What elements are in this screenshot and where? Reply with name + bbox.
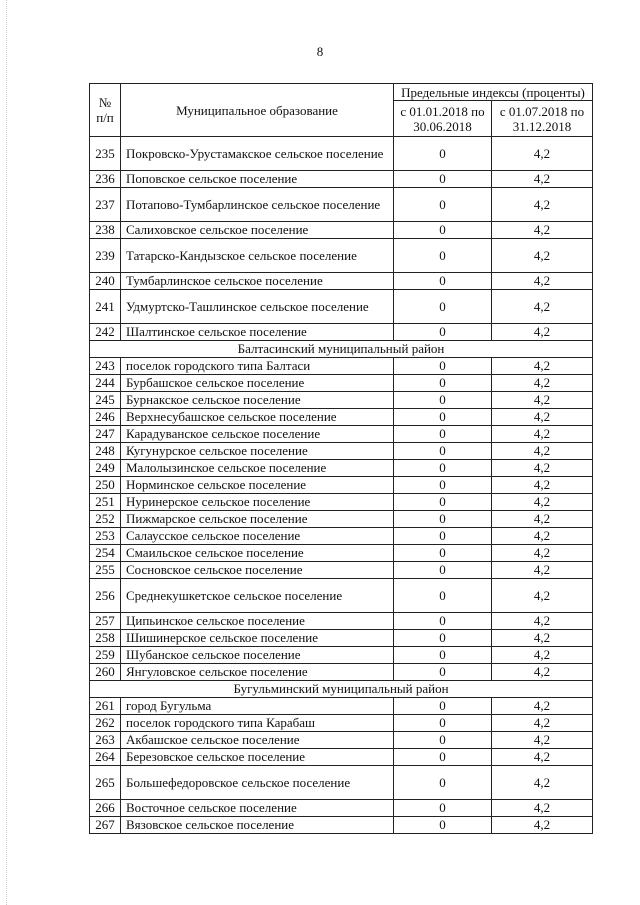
index-period-2-cell: 4,2 — [492, 358, 593, 375]
table-row — [90, 749, 593, 766]
table-row — [90, 800, 593, 817]
table-row — [90, 392, 593, 409]
municipality-name-cell: Бурбашское сельское поселение — [121, 375, 394, 392]
municipality-name-cell: Кугунурское сельское поселение — [121, 443, 394, 460]
row-number-cell: 244 — [90, 375, 121, 392]
row-number-cell: 264 — [90, 749, 121, 766]
index-period-2-cell: 4,2 — [492, 477, 593, 494]
index-period-1-cell: 0 — [394, 562, 492, 579]
row-number-cell: 237 — [90, 188, 121, 222]
index-period-2-cell: 4,2 — [492, 528, 593, 545]
index-period-1-cell: 0 — [394, 528, 492, 545]
index-period-1-cell: 0 — [394, 613, 492, 630]
index-period-2-cell: 4,2 — [492, 817, 593, 834]
index-period-1-cell: 0 — [394, 698, 492, 715]
index-period-2-cell: 4,2 — [492, 494, 593, 511]
index-period-2-cell: 4,2 — [492, 375, 593, 392]
index-period-2-cell: 4,2 — [492, 290, 593, 324]
row-number-cell: 266 — [90, 800, 121, 817]
municipality-name-cell: Покровско-Урустамакское сельское поселение — [121, 137, 394, 171]
row-number-cell: 258 — [90, 630, 121, 647]
table-row — [90, 358, 593, 375]
row-number-cell: 250 — [90, 477, 121, 494]
table-row — [90, 188, 593, 222]
index-period-1-cell: 0 — [394, 409, 492, 426]
row-number-cell: 245 — [90, 392, 121, 409]
row-number-cell: 260 — [90, 664, 121, 681]
scan-margin-marks — [6, 0, 8, 905]
row-number-cell: 246 — [90, 409, 121, 426]
municipality-name-cell: Акбашское сельское поселение — [121, 732, 394, 749]
row-number-cell: 240 — [90, 273, 121, 290]
municipality-name-cell: Норминское сельское поселение — [121, 477, 394, 494]
index-period-2-cell: 4,2 — [492, 392, 593, 409]
table-row — [90, 613, 593, 630]
municipality-name-cell: Шишинерское сельское поселение — [121, 630, 394, 647]
header-limit-indices: Предельные индексы (проценты) — [394, 84, 593, 101]
row-number-cell: 254 — [90, 545, 121, 562]
table-row — [90, 511, 593, 528]
section-row — [90, 681, 593, 698]
header-municipality: Муниципальное образование — [121, 84, 394, 137]
row-number-cell: 241 — [90, 290, 121, 324]
municipality-name-cell: город Бугульма — [121, 698, 394, 715]
municipality-name-cell: Смаильское сельское поселение — [121, 545, 394, 562]
index-period-1-cell: 0 — [394, 477, 492, 494]
index-period-2-cell: 4,2 — [492, 409, 593, 426]
index-period-2-cell: 4,2 — [492, 664, 593, 681]
index-period-2-cell: 4,2 — [492, 188, 593, 222]
index-period-2-cell: 4,2 — [492, 324, 593, 341]
municipality-name-cell: Шалтинское сельское поселение — [121, 324, 394, 341]
index-period-2-cell: 4,2 — [492, 511, 593, 528]
index-period-2-cell: 4,2 — [492, 647, 593, 664]
municipality-name-cell: Большефедоровское сельское поселение — [121, 766, 394, 800]
municipality-name-cell: Пижмарское сельское поселение — [121, 511, 394, 528]
index-period-1-cell: 0 — [394, 579, 492, 613]
section-title: Балтасинский муниципальный район — [90, 341, 593, 358]
index-period-2-cell: 4,2 — [492, 239, 593, 273]
index-period-1-cell: 0 — [394, 817, 492, 834]
index-period-2-cell: 4,2 — [492, 698, 593, 715]
index-period-2-cell: 4,2 — [492, 460, 593, 477]
table-row — [90, 137, 593, 171]
index-period-1-cell: 0 — [394, 664, 492, 681]
table-row — [90, 664, 593, 681]
index-period-2-cell: 4,2 — [492, 426, 593, 443]
index-period-2-cell: 4,2 — [492, 766, 593, 800]
index-period-1-cell: 0 — [394, 171, 492, 188]
municipality-name-cell: Бурнакское сельское поселение — [121, 392, 394, 409]
header-num: № п/п — [90, 84, 121, 137]
table-row — [90, 562, 593, 579]
index-period-2-cell: 4,2 — [492, 171, 593, 188]
index-period-2-cell: 4,2 — [492, 800, 593, 817]
table-row — [90, 494, 593, 511]
table-row — [90, 545, 593, 562]
municipality-name-cell: Шубанское сельское поселение — [121, 647, 394, 664]
municipality-name-cell: Салиховское сельское поселение — [121, 222, 394, 239]
row-number-cell: 253 — [90, 528, 121, 545]
municipality-name-cell: Татарско-Кандызское сельское поселение — [121, 239, 394, 273]
index-period-1-cell: 0 — [394, 188, 492, 222]
table-row — [90, 715, 593, 732]
table-row — [90, 477, 593, 494]
table-row — [90, 647, 593, 664]
row-number-cell: 238 — [90, 222, 121, 239]
table-row — [90, 443, 593, 460]
table-row — [90, 324, 593, 341]
index-period-1-cell: 0 — [394, 273, 492, 290]
row-number-cell: 251 — [90, 494, 121, 511]
row-number-cell: 242 — [90, 324, 121, 341]
table-row — [90, 766, 593, 800]
municipality-name-cell: Среднекушкетское сельское поселение — [121, 579, 394, 613]
table-row — [90, 630, 593, 647]
row-number-cell: 256 — [90, 579, 121, 613]
table-row — [90, 732, 593, 749]
municipality-name-cell: Вязовское сельское поселение — [121, 817, 394, 834]
index-period-1-cell: 0 — [394, 732, 492, 749]
row-number-cell: 257 — [90, 613, 121, 630]
row-number-cell: 248 — [90, 443, 121, 460]
section-row — [90, 341, 593, 358]
index-period-1-cell: 0 — [394, 715, 492, 732]
index-period-1-cell: 0 — [394, 375, 492, 392]
table-row — [90, 579, 593, 613]
municipality-name-cell: Восточное сельское поселение — [121, 800, 394, 817]
row-number-cell: 252 — [90, 511, 121, 528]
row-number-cell: 247 — [90, 426, 121, 443]
table-row — [90, 171, 593, 188]
table-row — [90, 698, 593, 715]
table-row — [90, 239, 593, 273]
row-number-cell: 262 — [90, 715, 121, 732]
row-number-cell: 243 — [90, 358, 121, 375]
index-period-1-cell: 0 — [394, 749, 492, 766]
index-period-1-cell: 0 — [394, 324, 492, 341]
index-period-1-cell: 0 — [394, 647, 492, 664]
municipality-name-cell: Верхнесубашское сельское поселение — [121, 409, 394, 426]
index-period-1-cell: 0 — [394, 426, 492, 443]
table-body — [90, 137, 593, 834]
row-number-cell: 255 — [90, 562, 121, 579]
municipality-name-cell: Потапово-Тумбарлинское сельское поселение — [121, 188, 394, 222]
row-number-cell: 263 — [90, 732, 121, 749]
municipality-name-cell: Салаусское сельское поселение — [121, 528, 394, 545]
municipality-name-cell: поселок городского типа Карабаш — [121, 715, 394, 732]
municipality-name-cell: Поповское сельское поселение — [121, 171, 394, 188]
index-period-1-cell: 0 — [394, 443, 492, 460]
index-period-1-cell: 0 — [394, 766, 492, 800]
table-row — [90, 273, 593, 290]
page-number: 8 — [316, 44, 324, 59]
index-period-1-cell: 0 — [394, 239, 492, 273]
table-row — [90, 528, 593, 545]
index-period-1-cell: 0 — [394, 800, 492, 817]
index-period-1-cell: 0 — [394, 222, 492, 239]
index-period-2-cell: 4,2 — [492, 613, 593, 630]
index-period-2-cell: 4,2 — [492, 715, 593, 732]
index-period-2-cell: 4,2 — [492, 630, 593, 647]
header-period-1: с 01.01.2018 по 30.06.2018 — [394, 101, 492, 137]
municipality-name-cell: Ципьинское сельское поселение — [121, 613, 394, 630]
index-period-1-cell: 0 — [394, 460, 492, 477]
municipality-name-cell: Янгуловское сельское поселение — [121, 664, 394, 681]
index-period-1-cell: 0 — [394, 494, 492, 511]
row-number-cell: 236 — [90, 171, 121, 188]
index-period-2-cell: 4,2 — [492, 273, 593, 290]
row-number-cell: 267 — [90, 817, 121, 834]
index-period-1-cell: 0 — [394, 545, 492, 562]
index-period-1-cell: 0 — [394, 392, 492, 409]
table-row — [90, 222, 593, 239]
section-title: Бугульминский муниципальный район — [90, 681, 593, 698]
table-row — [90, 290, 593, 324]
municipality-name-cell: Нуринерское сельское поселение — [121, 494, 394, 511]
municipality-name-cell: Березовское сельское поселение — [121, 749, 394, 766]
index-period-2-cell: 4,2 — [492, 579, 593, 613]
index-period-2-cell: 4,2 — [492, 732, 593, 749]
index-period-1-cell: 0 — [394, 290, 492, 324]
row-number-cell: 261 — [90, 698, 121, 715]
municipality-name-cell: Удмуртско-Ташлинское сельское поселение — [121, 290, 394, 324]
index-period-2-cell: 4,2 — [492, 749, 593, 766]
index-table-container — [89, 83, 592, 834]
index-period-1-cell: 0 — [394, 137, 492, 171]
index-period-1-cell: 0 — [394, 358, 492, 375]
index-period-2-cell: 4,2 — [492, 443, 593, 460]
municipality-name-cell: Малолызинское сельское поселение — [121, 460, 394, 477]
index-period-2-cell: 4,2 — [492, 222, 593, 239]
row-number-cell: 249 — [90, 460, 121, 477]
row-number-cell: 235 — [90, 137, 121, 171]
table-row — [90, 426, 593, 443]
municipality-name-cell: поселок городского типа Балтаси — [121, 358, 394, 375]
row-number-cell: 239 — [90, 239, 121, 273]
index-period-2-cell: 4,2 — [492, 137, 593, 171]
index-period-1-cell: 0 — [394, 511, 492, 528]
municipality-name-cell: Карадуванское сельское поселение — [121, 426, 394, 443]
table-row — [90, 460, 593, 477]
index-period-1-cell: 0 — [394, 630, 492, 647]
municipality-name-cell: Сосновское сельское поселение — [121, 562, 394, 579]
table-row — [90, 817, 593, 834]
table-row — [90, 375, 593, 392]
index-period-2-cell: 4,2 — [492, 545, 593, 562]
table-row — [90, 409, 593, 426]
row-number-cell: 265 — [90, 766, 121, 800]
municipality-name-cell: Тумбарлинское сельское поселение — [121, 273, 394, 290]
header-period-2: с 01.07.2018 по 31.12.2018 — [492, 101, 593, 137]
row-number-cell: 259 — [90, 647, 121, 664]
index-table — [89, 83, 593, 834]
index-period-2-cell: 4,2 — [492, 562, 593, 579]
